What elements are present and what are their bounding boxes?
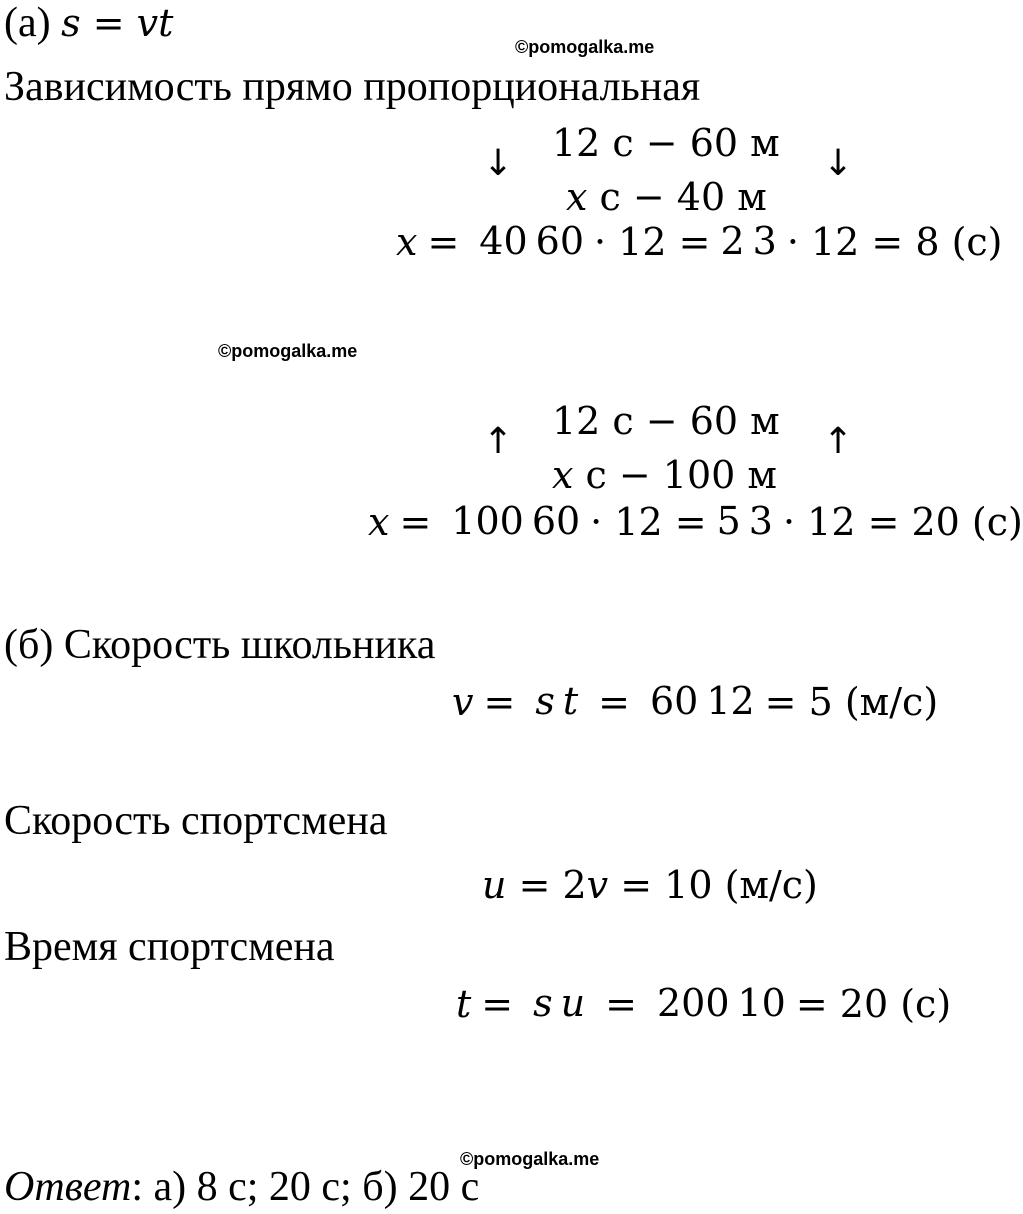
part-b-label: (б) Скорость школьника: [4, 622, 436, 668]
fraction: 5 3: [716, 499, 773, 543]
watermark: ©pomogalka.me: [218, 341, 358, 361]
proportion2-equation: x = 100 60 · 12 = 5 3 · 12 = 20 (с): [368, 499, 1023, 544]
answer-label: Ответ: [4, 1164, 132, 1210]
arrow-up-icon: ↑: [483, 421, 514, 462]
fraction: 2 3: [720, 219, 777, 263]
watermark: ©pomogalka.me: [460, 1149, 600, 1169]
fraction: 60 12: [649, 679, 755, 723]
fraction: 100 60: [451, 499, 581, 543]
part-a-formula: s = vt: [61, 1, 174, 45]
fraction: 200 10: [656, 981, 786, 1025]
part-a-label: (а): [4, 0, 51, 46]
athlete-speed-label: Скорость спортсмена: [4, 798, 388, 844]
athlete-time-label: Время спортсмена: [4, 924, 335, 970]
fraction: 40 60: [479, 219, 584, 263]
dependency-text: Зависимость прямо пропорциональная: [4, 64, 701, 110]
arrow-up-icon: ↑: [823, 421, 854, 462]
answer: [4, 1166, 479, 1208]
part-a-header: [4, 2, 173, 44]
proportion2-row1: 12 с − 60 м: [552, 399, 780, 443]
arrow-down-icon: ↓: [483, 143, 514, 184]
fraction: s u: [533, 981, 586, 1025]
u-equation: u = 2v = 10 (м/с): [482, 863, 818, 907]
proportion2-row2: x с − 100 м: [552, 453, 777, 497]
v-equation: v = s t = 60 12 = 5 (м/с): [452, 679, 939, 724]
proportion1-row1: 12 с − 60 м: [552, 121, 780, 165]
proportion1-equation: x = 40 60 · 12 = 2 3 · 12 = 8 (с): [396, 219, 1003, 264]
answer-text: : а) 8 с; 20 с; б) 20 с: [131, 1164, 480, 1210]
watermark: ©pomogalka.me: [515, 37, 655, 57]
arrow-down-icon: ↓: [823, 143, 854, 184]
proportion1-row2: x с − 40 м: [566, 175, 767, 219]
fraction: s t: [535, 679, 579, 723]
t-equation: t = s u = 200 10 = 20 (с): [456, 981, 952, 1026]
